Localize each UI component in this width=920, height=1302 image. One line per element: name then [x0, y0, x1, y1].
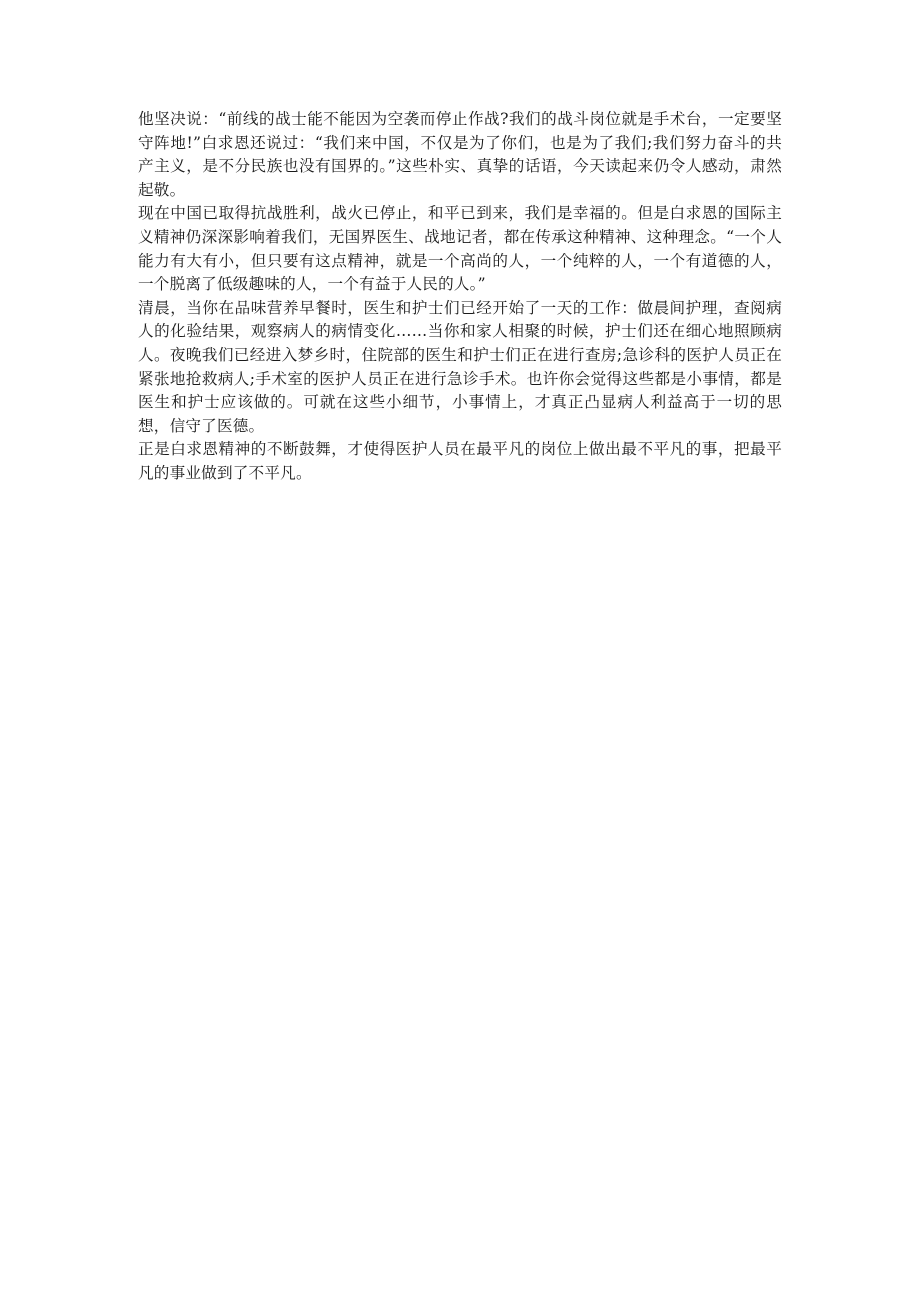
- document-body: [138, 108, 782, 486]
- paragraph-4: 正是白求恩精神的不断鼓舞，才使得医护人员在最平凡的岗位上做出最不平凡的事，把最平凡的事业做到了不平凡。: [138, 440, 782, 482]
- paragraph-2: 现在中国已取得抗战胜利，战火已停止，和平已到来，我们是幸福的。但是白求恩的国际主义精神仍深深影响着我们，无国界医生、战地记者，都在传承这种精神、这种理念。“一个人能力有大有小，但只要有这点精神，就是一个高尚的人，一个纯粹的人，一个有道德的人，一个脱离了低级趣味的人，一个有益于人民的人。”: [138, 204, 782, 294]
- paragraph-1: 他坚决说：“前线的战士能不能因为空袭而停止作战?我们的战斗岗位就是手术台，一定要坚守阵地!”白求恩还说过：“我们来中国，不仅是为了你们，也是为了我们;我们努力奋斗的共产主义，是不分民族也没有国界的。”这些朴实、真挚的话语，今天读起来仍令人感动，肃然起敬。: [138, 110, 782, 199]
- paragraph-3: 清晨，当你在品味营养早餐时，医生和护士们已经开始了一天的工作：做晨间护理，查阅病人的化验结果，观察病人的病情变化……当你和家人相聚的时候，护士们还在细心地照顾病人。夜晚我们已经进入梦乡时，住院部的医生和护士们正在进行查房;急诊科的医护人员正在紧张地抢救病人;手术室的医护人员正在进行急诊手术。也许你会觉得这些都是小事情，都是医生和护士应该做的。可就在这些小细节，小事情上，才真正凸显病人利益高于一切的思想，信守了医德。: [138, 298, 782, 435]
